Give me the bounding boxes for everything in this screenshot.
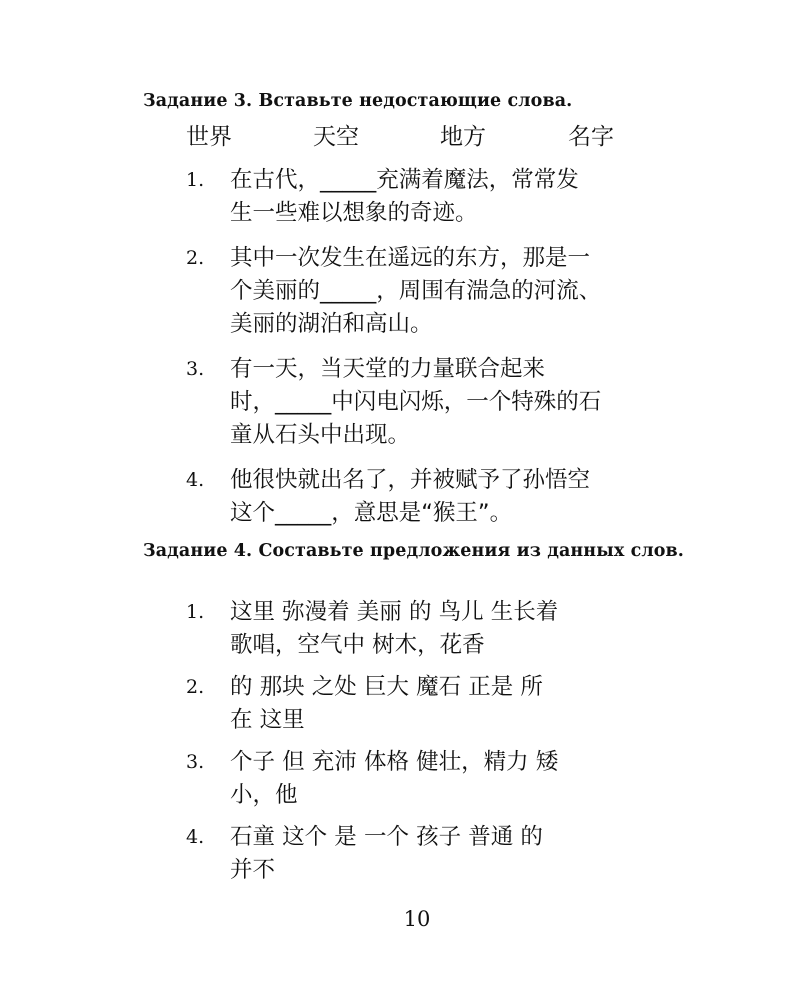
list-item	[186, 242, 706, 341]
item-text-line: 在古代，_____充满着魔法，常常发	[230, 167, 579, 193]
item-text-line: 美丽的湖泊和高山。	[230, 311, 433, 337]
item-text-line: 在 这里	[230, 707, 305, 733]
item-text-line: 小，他	[230, 782, 298, 808]
item-text-line: 的 那块 之处 巨大 魔石 正是 所	[230, 674, 543, 700]
item-text-line: 这个_____，意思是“猴王”。	[230, 500, 513, 526]
item-text-line: 个美丽的_____，周围有湍急的河流、	[230, 278, 602, 304]
word-bank-item: 天空	[313, 124, 359, 150]
list-item	[186, 746, 706, 812]
item-text-line: 并不	[230, 857, 276, 883]
item-number: 1.	[186, 601, 205, 623]
item-text-line: 时，_____中闪电闪烁，一个特殊的石	[230, 389, 602, 415]
item-text-line: 有一天，当天堂的力量联合起来	[230, 356, 546, 382]
word-bank	[186, 119, 666, 155]
list-item	[186, 821, 706, 887]
list-item	[186, 164, 706, 230]
task-3-list	[186, 164, 706, 530]
item-number: 1.	[186, 169, 205, 191]
list-item	[186, 464, 706, 530]
list-item	[186, 353, 706, 452]
item-text-line: 生一些难以想象的奇迹。	[230, 200, 478, 226]
item-text-line: 童从石头中出现。	[230, 422, 411, 448]
item-number: 4.	[186, 469, 205, 491]
item-text-line: 这里 弥漫着 美丽 的 鸟儿 生长着	[230, 599, 559, 625]
item-number: 3.	[186, 751, 205, 773]
item-number: 2.	[186, 247, 205, 269]
task-4-list	[186, 596, 706, 887]
task-3-heading: Задание 3. Вставьте недостающие слова.	[143, 91, 573, 111]
item-number: 2.	[186, 676, 205, 698]
word-bank-item: 地方	[440, 124, 486, 150]
item-text-line: 石童 这个 是 一个 孩子 普通 的	[230, 824, 543, 850]
item-text-line: 其中一次发生在遥远的东方，那是一	[230, 245, 591, 271]
item-text-line: 个子 但 充沛 体格 健壮，精力 矮	[230, 749, 559, 775]
word-bank-item: 名字	[568, 124, 614, 150]
item-number: 3.	[186, 358, 205, 380]
item-text-line: 歌唱，空气中 树木，花香	[230, 632, 485, 658]
list-item	[186, 596, 706, 662]
item-text-line: 他很快就出名了，并被赋予了孙悟空	[230, 467, 591, 493]
item-number: 4.	[186, 826, 205, 848]
task-4-heading: Задание 4. Составьте предложения из данных слов.	[143, 541, 685, 561]
page-number: 10	[403, 907, 431, 931]
list-item	[186, 671, 706, 737]
word-bank-item: 世界	[186, 124, 232, 150]
